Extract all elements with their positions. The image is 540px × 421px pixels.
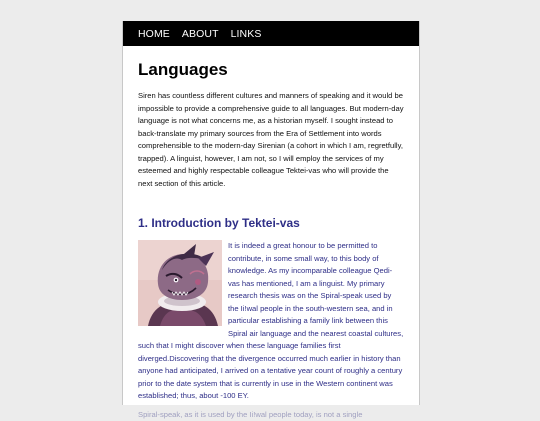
next-paragraph-fragment: Spiral-speak, as it is used by the Ii!wal people today, is not a single xyxy=(138,409,404,421)
nav-about-link[interactable]: ABOUT xyxy=(182,28,219,40)
intro-paragraph: Siren has countless different cultures and manners of speaking and it would be impossible to provide a comprehensive guide to all languages. But modern-day language is not what concerns me, as a historian myself. I sought instead to back-translate my primary sources from the Era of Settlement into words comprehensible to the modern-day Sirenian (a cohort in which I am, regretfully, trapped). A linguist, however, I am not, so I will employ the services of my esteemed and highly respectable colleague Tektei-vas who will provide the next section of this article. xyxy=(138,90,404,190)
section-body xyxy=(138,240,404,421)
page-title: Languages xyxy=(138,60,404,80)
nav-home-link[interactable]: HOME xyxy=(138,28,170,40)
section-body-text: It is indeed a great honour to be permitted to contribute, in some small way, to this body of knowledge. As my incomparable colleague Qedi-vas has mentioned, I am a linguist. My primary research thesis was on the Spiral-speak used by the Ii!wal people in the south-western sea, and in particular establishing a family link between this Spiral air language and the nearest coastal cultures, such that I might discover when these language families first diverged.Discovering that the divergence occurred much earlier in history than anyone had anticipated, I arrived on a tentative year count of roughly a century prior to the date system that is currently in use in the Western continent was established; thus, about -100 EY. xyxy=(138,241,403,400)
top-nav xyxy=(123,21,419,46)
tektei-vas-portrait-image xyxy=(138,240,222,326)
section-heading: 1. Introduction by Tektei-vas xyxy=(138,216,404,230)
article-content xyxy=(123,60,419,421)
article-page xyxy=(122,21,420,405)
nav-links-link[interactable]: LINKS xyxy=(231,28,262,40)
